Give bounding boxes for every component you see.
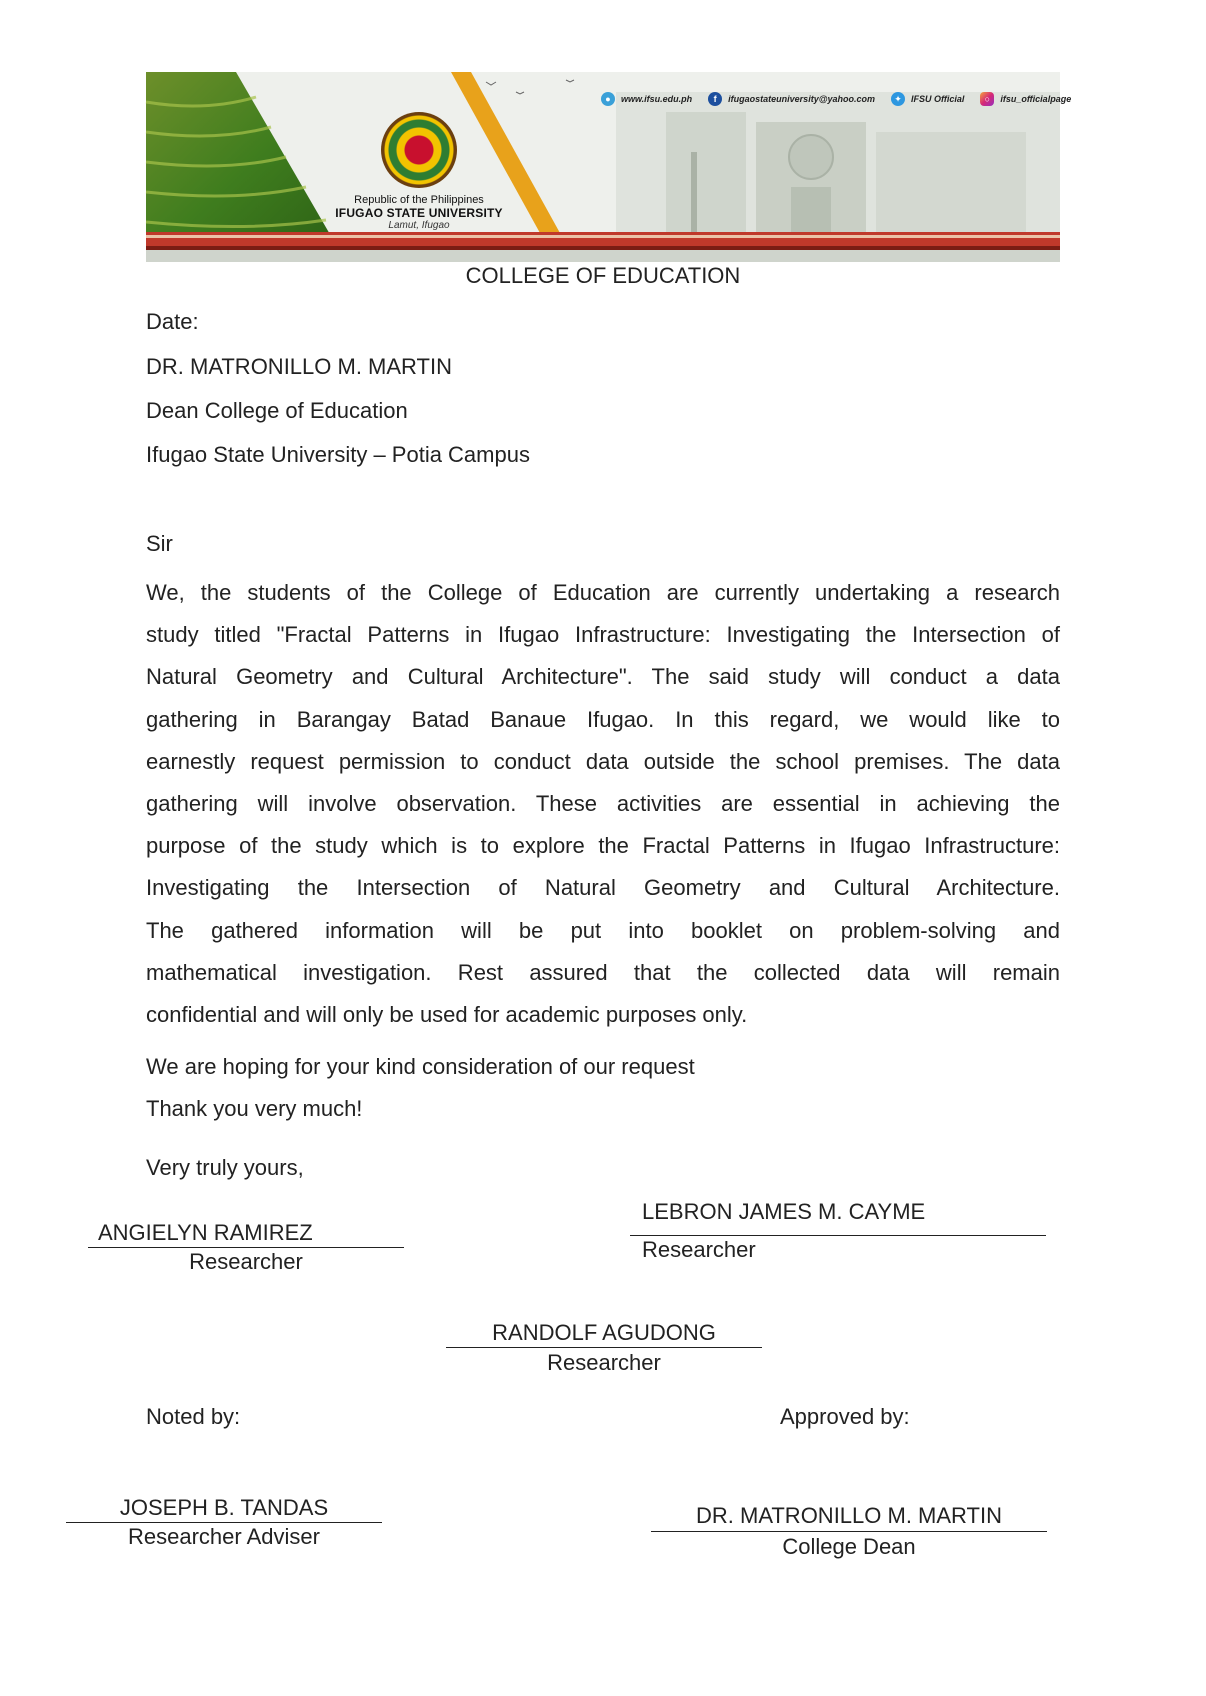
adviser-role: Researcher Adviser (128, 1524, 320, 1549)
dean-signature-line (651, 1531, 1047, 1532)
body-line: gathering in Barangay Batad Banaue Ifugao. In this regard, we would like to (146, 706, 1060, 732)
instagram-icon: ○ (980, 92, 994, 106)
dean-name: DR. MATRONILLO M. MARTIN (696, 1503, 1002, 1528)
college-heading: COLLEGE OF EDUCATION (465, 263, 741, 288)
twitter-icon: ✦ (891, 92, 905, 106)
researcher-3-name: RANDOLF AGUDONG (492, 1320, 716, 1345)
adviser-name: JOSEPH B. TANDAS (119, 1495, 329, 1520)
recipient-name: DR. MATRONILLO M. MARTIN (146, 354, 452, 379)
contact-twitter: IFSU Official (910, 94, 965, 104)
web-icon: ● (601, 92, 615, 106)
contact-row (601, 90, 1081, 108)
letter-body (146, 572, 1060, 1036)
contact-email: ifugaostateuniversity@yahoo.com (728, 94, 875, 104)
date-label: Date: (146, 309, 199, 334)
body-line: We, the students of the College of Education are currently undertaking a research (146, 580, 1060, 605)
university-seal-icon (381, 112, 457, 188)
header-banner (146, 72, 1072, 262)
recipient-org: Ifugao State University – Potia Campus (146, 442, 530, 467)
facebook-icon: f (708, 92, 722, 106)
closing-request: We are hoping for your kind consideration of our request (146, 1054, 695, 1079)
researcher-1-role: Researcher (189, 1249, 303, 1274)
recipient-title: Dean College of Education (146, 398, 408, 423)
contact-instagram: ifsu_officialpage (1000, 94, 1072, 104)
dean-role: College Dean (782, 1534, 916, 1559)
body-line: purpose of the study which is to explore the Fractal Patterns in Ifugao Infrastructure: (146, 833, 1060, 859)
closing-thanks: Thank you very much! (146, 1096, 363, 1121)
researcher-2-role: Researcher (642, 1237, 756, 1262)
body-line: mathematical investigation. Rest assured that the collected data will remain (146, 959, 1060, 985)
noted-by-label: Noted by: (146, 1404, 241, 1429)
researcher-1-name: ANGIELYN RAMIREZ (98, 1220, 313, 1245)
body-line: Natural Geometry and Cultural Architecture". The said study will conduct a data (146, 664, 1060, 690)
university-block (324, 112, 514, 231)
body-line: gathering will involve observation. These activities are essential in achieving the (146, 790, 1060, 816)
researcher-2-name: LEBRON JAMES M. CAYME (642, 1199, 926, 1224)
university-location: Lamut, Ifugao (388, 220, 450, 231)
university-name: IFUGAO STATE UNIVERSITY (335, 206, 503, 220)
researcher-3-signature-line (446, 1347, 762, 1348)
approved-by-label: Approved by: (780, 1404, 910, 1429)
contact-website: www.ifsu.edu.ph (621, 94, 693, 104)
body-line: Investigating the Intersection of Natural Geometry and Cultural Architecture. (146, 875, 1060, 901)
researcher-3-role: Researcher (547, 1350, 661, 1375)
valediction: Very truly yours, (146, 1155, 304, 1180)
body-line: earnestly request permission to conduct data outside the school premises. The data (146, 748, 1060, 774)
body-line: confidential and will only be used for academic purposes only. (146, 1001, 748, 1027)
body-line: The gathered information will be put into booklet on problem-solving and (146, 917, 1060, 943)
republic-label: Republic of the Philippines (354, 194, 484, 206)
salutation: Sir (146, 531, 173, 556)
body-line: study titled "Fractal Patterns in Ifugao Infrastructure: Investigating the Intersection of (146, 622, 1060, 648)
